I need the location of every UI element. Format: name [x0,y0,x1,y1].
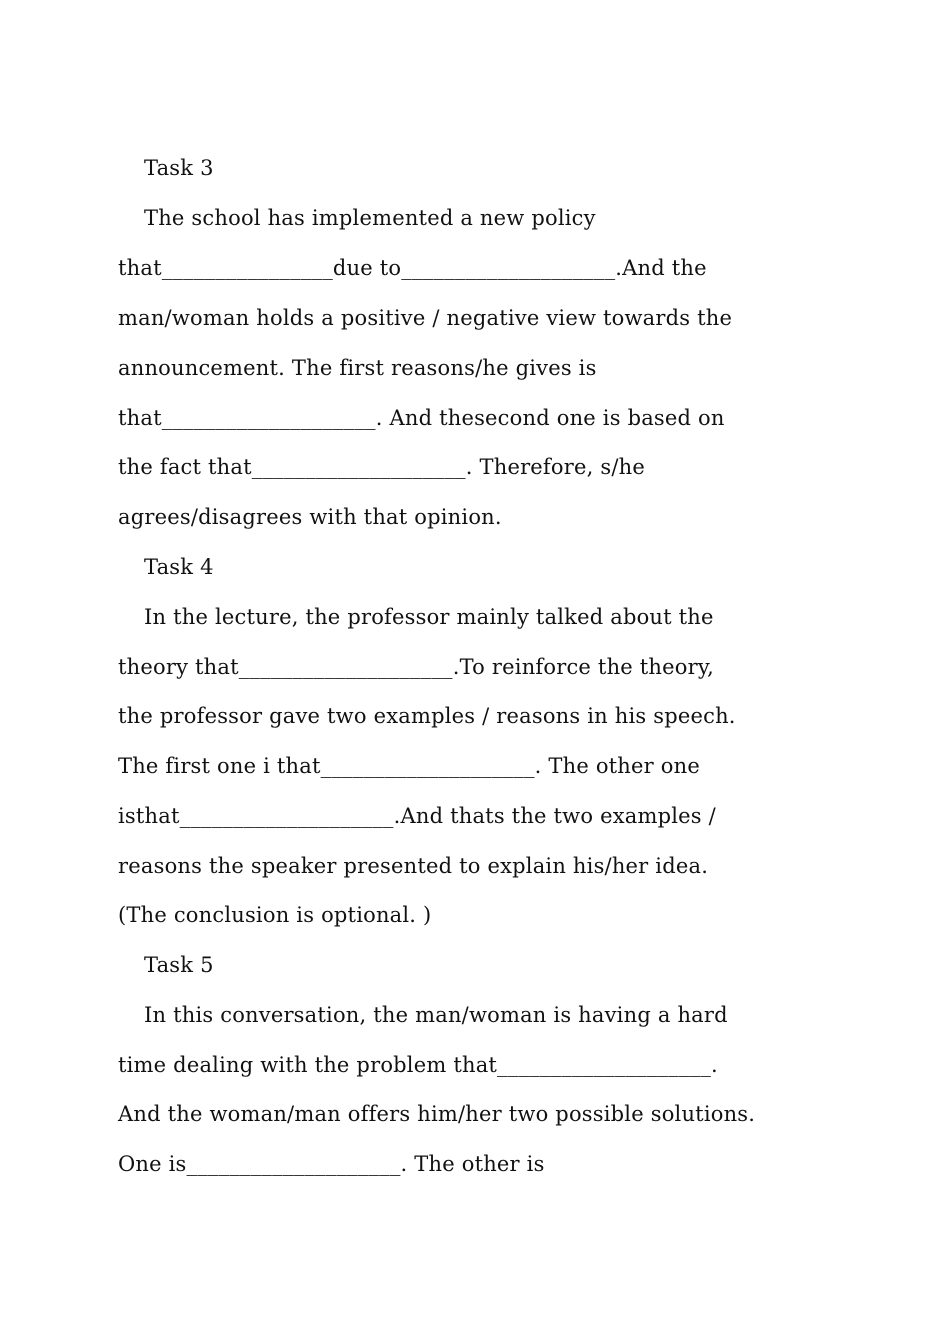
paragraph-line: theory that____________________.To reinforce the theory, [118,655,715,679]
paragraph-line: that____________________. And thesecond one is based on [118,406,725,430]
paragraph-line: reasons the speaker presented to explain his/her idea. [118,854,709,878]
paragraph-line: In this conversation, the man/woman is having a hard [144,1003,728,1027]
paragraph-line: And the woman/man offers him/her two possible solutions. [118,1102,756,1126]
paragraph-line: announcement. The first reasons/he gives is [118,356,597,380]
paragraph-line: man/woman holds a positive / negative view towards the [118,306,733,330]
paragraph-line: time dealing with the problem that____________________. [118,1053,718,1077]
paragraph-line: the fact that____________________. Therefore, s/he [118,455,645,479]
task-3-heading: Task 3 [144,156,214,180]
paragraph-line: the professor gave two examples / reasons in his speech. [118,704,736,728]
task-5-heading: Task 5 [144,953,214,977]
paragraph-line: isthat____________________.And thats the two examples / [118,804,716,828]
task-4-heading: Task 4 [144,555,214,579]
paragraph-line: agrees/disagrees with that opinion. [118,505,502,529]
paragraph-line: The first one i that____________________. The other one [118,754,700,778]
paragraph-line: (The conclusion is optional. ) [118,903,432,927]
paragraph-line: The school has implemented a new policy [144,206,596,230]
paragraph-line: In the lecture, the professor mainly talked about the [144,605,714,629]
paragraph-line: that________________due to____________________.And the [118,256,707,280]
paragraph-line: One is____________________. The other is [118,1152,545,1176]
